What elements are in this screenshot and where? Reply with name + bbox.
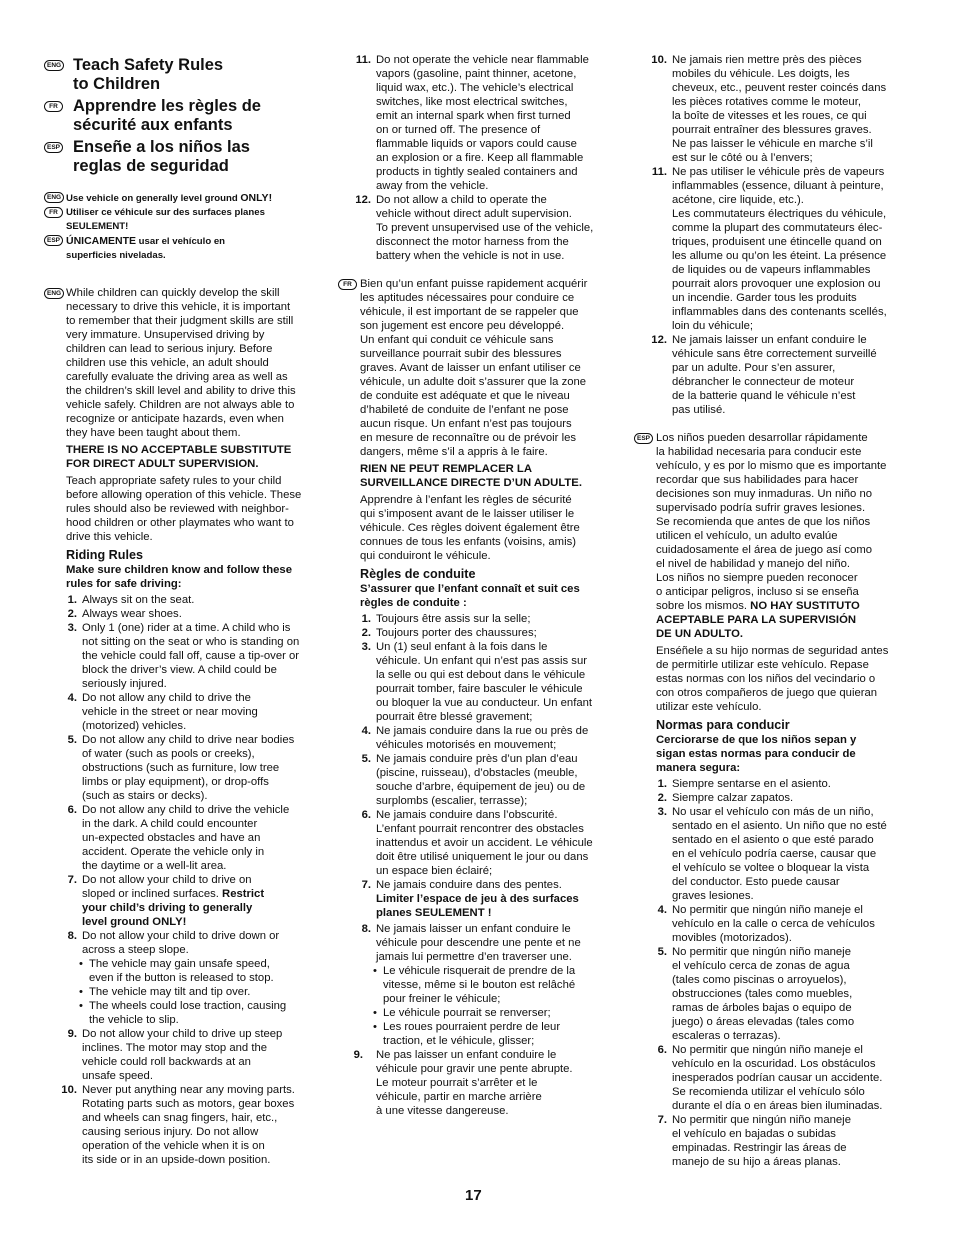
esp-rules-list [634, 777, 912, 1169]
esp-flag-icon: ESP [634, 433, 653, 444]
list-item: 10. Ne jamais rien mettre près des pièces mobiles du véhicule. Les doigts, les cheveux, etc., peuvent rester coincés dans les pièces rotatives comme le moteur, la boîte de vitesses et les roues, ce qui pourrait entraîner des blessures graves. Ne pas laisser le véhicule en marche s’il est sur le côté ou à l’envers; [651, 54, 887, 164]
list-item: 8. Ne jamais laisser un enfant conduire le véhicule pour descendre une pente et ne jamais lui permettre d’en traverser une. [361, 923, 581, 963]
esp-teach: Enséñele a su hijo normas de seguridad antes de permitirle utilizar este vehículo. Repase estas normas con los niños del vecindario o con otros compañeros de juego que quieran utilizar este vehículo. [656, 645, 889, 713]
list-item: 7. Do not allow your child to drive on sloped or inclined surfaces. Restrict your child’s driving to generally level ground ONLY! [67, 874, 265, 928]
page-number: 17 [465, 1187, 482, 1204]
list-item: 4. Ne jamais conduire dans la rue ou près de véhicules motorisés en mouvement; [361, 725, 589, 751]
esp-rules-title: Normas para conducir [656, 718, 790, 732]
fr-flag-icon: FR [44, 207, 63, 218]
eng-warning: THERE IS NO ACCEPTABLE SUBSTITUTE FOR DIRECT ADULT SUPERVISION. [66, 444, 292, 470]
eng-section [44, 286, 322, 1167]
sub-list-item: • The wheels could lose traction, causing the vehicle to slip. [79, 1000, 287, 1026]
page-heading [44, 56, 322, 179]
list-item: 1. Always sit on the seat. [67, 594, 195, 606]
fr-teach: Apprendre à l’enfant les règles de sécurité qui s’imposent avant de le laisser utiliser le véhicule. Ces règles doivent également être connues de tous les enfants (voisins, amis) qui conduiront le véhicule. [360, 494, 580, 562]
sub-list-item: • Le véhicule risquerait de prendre de la vitesse, même si le bouton est relâché pour freiner le véhicule; [373, 965, 576, 1005]
fr-rules-list [338, 612, 616, 1118]
eng-rules-list-continued [338, 53, 616, 263]
fr-rules-title: Règles de conduite [360, 567, 476, 581]
list-item: 1. Toujours être assis sur la selle; [361, 613, 531, 625]
fr-intro: FR Bien qu’un enfant puisse rapidement acquérir les aptitudes nécessaires pour conduire ce véhicule, il est important de se rappeler que son jugement est encore peu développé. Un enfant qui conduit ce véhicule sans surveillance pourrait subir des blessures graves. Avant de laisser un enfant utiliser ce véhicule, un adulte doit s’assurer que la zone de conduite est adéquate et que le niveau d’habileté de conduite de l’enfant ne pose aucun risque. Un enfant n’est pas toujours en mesure de reconnaître ou de prévoir les dangers, même s’il a appris à le faire. [338, 277, 616, 459]
fr-flag-icon: FR [338, 279, 357, 290]
list-item: 2. Toujours porter des chaussures; [361, 627, 537, 639]
eng-rules-title: Riding Rules [66, 548, 143, 562]
list-item: 4. Do not allow any child to drive the vehicle in the street or near moving (motorized) vehicles. [67, 692, 258, 732]
list-item: 5. No permitir que ningún niño maneje el vehículo cerca de zonas de agua (tales como piscinas o arroyuelos), obstrucciones (tales como muebles, ramas de árboles bajas o equipo de juego) o áreas elevadas (tales como escaleras o terrazas). [657, 946, 855, 1042]
esp-section [634, 431, 912, 1169]
fr-section [338, 277, 616, 1118]
eng-rules-intro: Make sure children know and follow these rules for safe driving: [66, 564, 292, 590]
eng-flag-icon: ENG [44, 288, 64, 299]
list-item: 10. Never put anything near any moving parts. Rotating parts such as motors, gear boxes and wheels can snag fingers, hair, etc., causing serious injury. Do not allow operation of the vehicle when it is on its side or in an upside-down position. [61, 1084, 295, 1166]
sub-list-item: • Les roues pourraient perdre de leur traction, et le véhicule, glisser; [373, 1021, 561, 1047]
list-item: 2. Always wear shoes. [67, 608, 182, 620]
safety-note-esp: ESP ÚNICAMENTE usar el vehículo en superficies niveladas. [44, 234, 322, 263]
list-item: 9. Do not allow your child to drive up steep inclines. The motor may stop and the vehicle could roll backwards at an unsafe speed. [67, 1028, 283, 1082]
list-item: 7. No permitir que ningún niño maneje el vehículo en bajadas o subidas empinadas. Restringir las áreas de manejo de su hijo a áreas planas. [657, 1114, 851, 1168]
list-item: 3. Only 1 (one) rider at a time. A child who is not sitting on the seat or who is standing on the vehicle could fall off, cause a tip-over or block the driver’s view. A child could be seriously injured. [67, 622, 300, 690]
esp-flag-icon: ESP [44, 235, 63, 246]
list-item: 2. Siempre calzar zapatos. [657, 792, 794, 804]
list-item: 6. Do not allow any child to drive the vehicle in the dark. A child could encounter un-expected obstacles and have an accident. Operate the vehicle only in the daytime or a well-lit area. [67, 804, 290, 872]
list-item: 5. Ne jamais conduire près d’un plan d’eau (piscine, ruisseau), d’obstacles (meuble, souche d’arbre, équipement de jeu) ou de surplombs (escalier, terrasse); [361, 753, 586, 807]
list-item: 3. Un (1) seul enfant à la fois dans le véhicule. Un enfant qui n’est pas assis sur la selle ou qui est debout dans le véhicule pourrait tomber, faire basculer le véhicule ou bloquer la vue au conducteur. Un enfant pourrait être blessé gravement; [361, 641, 593, 723]
eng-flag-icon: ENG [44, 60, 64, 71]
heading-fr: FR Apprendre les règles de sécurité aux enfants [44, 97, 322, 135]
heading-esp: ESP Enseñe a los niños las reglas de seguridad [44, 138, 322, 176]
list-item: 11. Do not operate the vehicle near flammable vapors (gasoline, paint thinner, acetone, liquid wax, etc.). The vehicle’s electrical switches, like most electrical switches, emit an internal spark when first turned on or turned off. The presence of flammable liquids or vapors could cause an explosion or a fire. Keep all flammable products in tightly sealed containers and away from the vehicle. [355, 54, 589, 192]
safety-notes [44, 191, 322, 263]
esp-intro: ESP Los niños pueden desarrollar rápidamente la habilidad necesaria para conducir este vehículo, y es por lo mismo que es importante recordar que sus habilidades para hacer decisiones son muy inmaduras. Un niño no supervisado podría sufrir graves lesiones. Se recomienda que antes de que los niños utilicen el vehículo, un adulto evalúe cuidadosamente el área de juego así como el nivel de habilidad y manejo del niño. Los niños no siempre pueden reconocer o anticipar peligros, incluso si se enseña sobre los mismos. NO HAY SUSTITUTO ACEPTABLE PARA LA SUPERVISIÓN DE UN ADULTO. [634, 431, 912, 641]
list-item: 5. Do not allow any child to drive near bodies of water (such as pools or creeks), obstructions (such as furniture, low tree limbs or play equipment), or drop-offs (such as stairs or decks). [67, 734, 295, 802]
sub-list-item: • The vehicle may gain unsafe speed, even if the button is released to stop. [79, 958, 274, 984]
fr-flag-icon: FR [44, 101, 63, 112]
safety-note-fr: FR Utiliser ce véhicule sur des surfaces planes SEULEMENT! [44, 206, 322, 234]
list-item: 6. No permitir que ningún niño maneje el vehículo en la oscuridad. Los obstáculos inesperados podrían causar un accidente. Se recomienda utilizar el vehículo sólo durante el día o en áreas bien iluminadas. [657, 1044, 883, 1112]
list-item: 3. No usar el vehículo con más de un niño, sentado en el asiento. Un niño que no esté sentado en el asiento o que esté parado en el vehículo podría caerse, causar que el vehículo se voltee o bloquear la vista del conductor. Esto puede causar graves lesiones. [657, 806, 887, 902]
heading-eng: ENG Teach Safety Rules to Children [44, 56, 322, 94]
safety-note-eng: ENG Use vehicle on generally level ground ONLY! [44, 191, 322, 206]
eng-teach: Teach appropriate safety rules to your child before allowing operation of this vehicle. These rules should also be reviewed with neighbor- hood children or other playmates who want to drive this vehicle. [66, 475, 302, 543]
list-item: 7. Ne jamais conduire dans des pentes. Limiter l’espace de jeu à des surfaces planes SEULEMENT ! [361, 879, 579, 919]
fr-warning: RIEN NE PEUT REMPLACER LA SURVEILLANCE DIRECTE D’UN ADULTE. [360, 463, 582, 489]
eng-rules-list [44, 593, 322, 1167]
list-item: 8. Do not allow your child to drive down or across a steep slope. [67, 930, 280, 956]
eng-flag-icon: ENG [44, 192, 64, 203]
list-item: 12. Do not allow a child to operate the vehicle without direct adult supervision. To prevent unsupervised use of the vehicle, disconnect the motor harness from the battery when the vehicle is not in use. [355, 194, 594, 262]
esp-rules-intro: Cerciorarse de que los niños sepan y sigan estas normas para conducir de manera segura: [656, 734, 857, 774]
list-item: 11. Ne pas utiliser le véhicule près de vapeurs inflammables (essence, diluant à peinture, acétone, cire liquide, etc.). Les commutateurs électriques du véhicule, comme la plupart des commutateurs élec- triques, produisent une étincelle quand on les allume ou qu’on les éteint. La présence de liquides ou de vapeurs inflammables pourrait alors provoquer une explosion ou un incendie. Garder tous les produits inflammables dans des contenants scellés, loin du véhicule; [651, 166, 887, 332]
sub-list-item: • Le véhicule pourrait se renverser; [373, 1007, 551, 1019]
esp-flag-icon: ESP [44, 142, 63, 153]
fr-rules-list-continued [634, 53, 912, 417]
list-item: 1. Siempre sentarse en el asiento. [657, 778, 831, 790]
list-item: 4. No permitir que ningún niño maneje el vehículo en la calle o cerca de vehículos movibles (motorizados). [657, 904, 875, 944]
list-item: 9. Ne pas laisser un enfant conduire le véhicule pour gravir une pente abrupte. Le moteur pourrait s’arrêter et le véhicule, partir en marche arrière à une vitesse dangereuse. [353, 1049, 573, 1117]
fr-rules-intro: S’assurer que l’enfant connaît et suit ces règles de conduite : [360, 583, 580, 609]
eng-intro: ENG While children can quickly develop the skill necessary to drive this vehicle, it is important to remember that their judgment skills are still very immature. Unsupervised driving by children can lead to serious injury. Before children use this vehicle, an adult should carefully evaluate the driving area as well as the children’s skill level and ability to drive this vehicle safely. Children are not always able to recognize or anticipate hazards, even when they have been taught about them. [44, 286, 322, 440]
list-item: 12. Ne jamais laisser un enfant conduire le véhicule sans être correctement surveillé par un adulte. Pour s’en assurer, débrancher le connecteur de moteur de la batterie quand le véhicule n’est pas utilisé. [651, 334, 877, 416]
sub-list-item: • The vehicle may tilt and tip over. [79, 986, 251, 998]
list-item: 6. Ne jamais conduire dans l’obscurité. L’enfant pourrait rencontrer des obstacles inattendus et avoir un accident. Le véhicule doit être utilisé uniquement le jour ou dans un espace bien éclairé; [361, 809, 593, 877]
